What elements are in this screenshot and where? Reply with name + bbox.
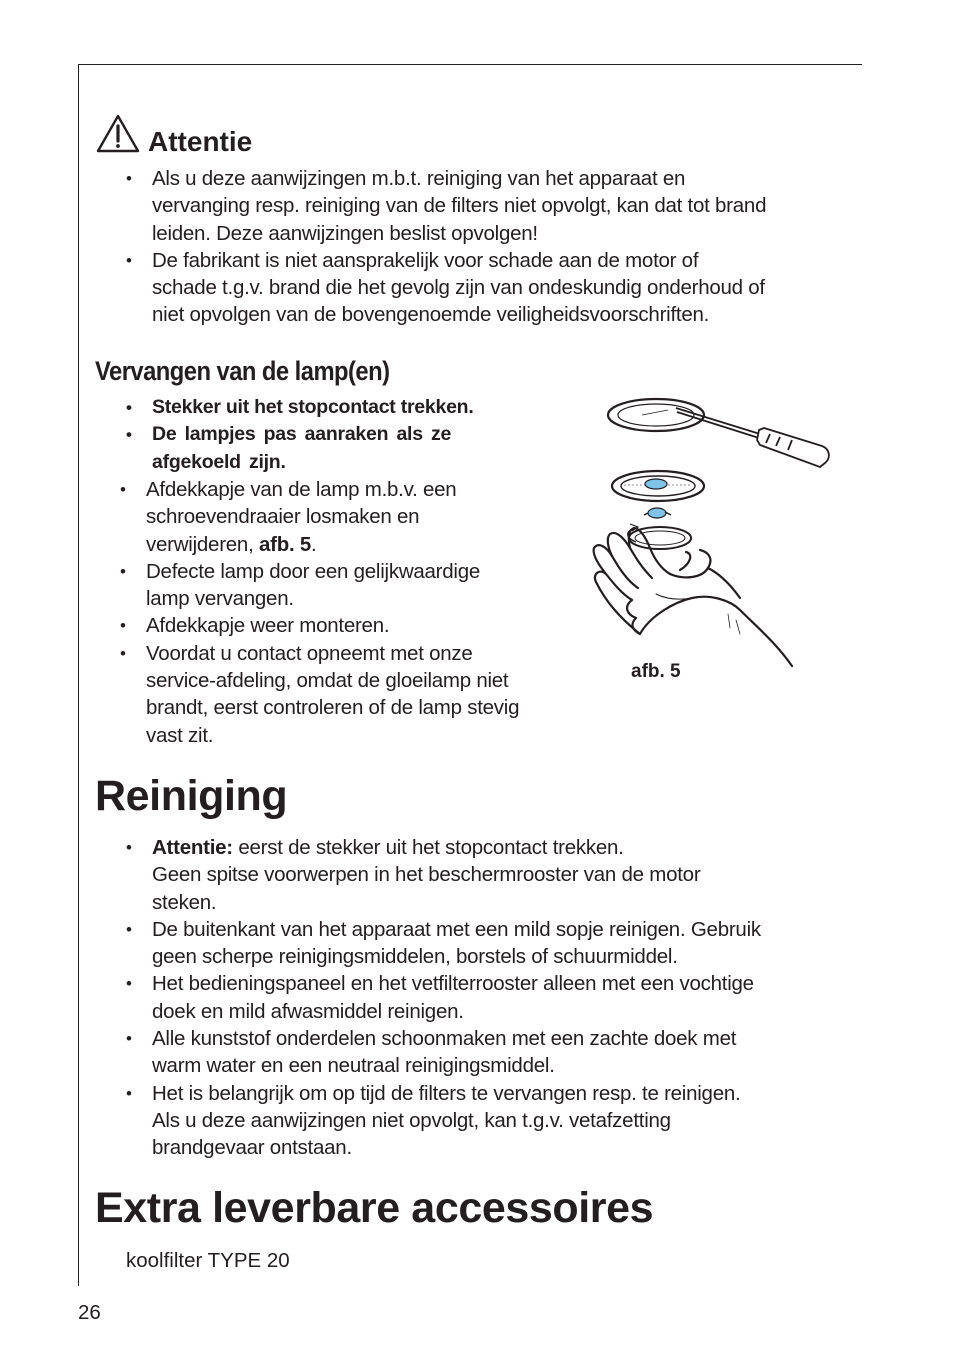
line: • Voordat u contact opneemt met onze — [146, 641, 473, 665]
list-item — [152, 247, 766, 329]
bulb-icon — [644, 508, 671, 518]
line: geen scherpe reinigingsmiddelen, borstels of schuurmiddel. — [152, 945, 678, 969]
accessory-item: koolfilter TYPE 20 — [126, 1249, 290, 1272]
screwdriver-icon — [676, 408, 829, 467]
line: • Het is belangrijk om op tijd de filters te vervangen resp. te reinigen. — [152, 1081, 741, 1105]
line: • Stekker uit het stopcontact trekken. — [152, 396, 474, 418]
line: vast zit. — [146, 723, 214, 747]
line: • Het bedieningspaneel en het vetfilterrooster alleen met een vochtige — [152, 972, 754, 996]
text: verwijderen, — [146, 532, 259, 556]
list-item — [152, 421, 474, 476]
page-frame-left-rule — [78, 64, 79, 1286]
hand-icon — [594, 528, 792, 666]
list-item — [146, 476, 519, 558]
line: Als u deze aanwijzingen niet opvolgt, kan t.g.v. vetafzetting — [152, 1108, 671, 1132]
line: Geen spitse voorwerpen in het beschermrooster van de motor — [152, 863, 701, 887]
line: niet opvolgen van de bovengenoemde veiligheidsvoorschriften. — [152, 303, 710, 327]
line: schroevendraaier losmaken en — [146, 505, 420, 529]
figure-reference: afb. 5 — [258, 532, 312, 556]
line: service-afdeling, omdat de gloeilamp niet — [146, 669, 509, 693]
attention-title: Attentie — [148, 126, 253, 157]
line: • De lampjes pas aanraken als ze — [152, 423, 452, 446]
line: afgekoeld zijn. — [152, 450, 286, 473]
list-item — [152, 394, 474, 421]
line: • Defecte lamp door een gelijkwaardige — [146, 559, 481, 583]
line — [152, 834, 761, 861]
lamp-section-heading: Vervangen van de lamp(en) — [95, 356, 390, 386]
line: schade t.g.v. brand die het gevolg zijn van ondeskundig onderhoud of — [152, 276, 765, 300]
attention-header — [96, 114, 253, 157]
list-item — [146, 558, 519, 613]
line: leiden. Deze aanwijzingen beslist opvolgen! — [152, 221, 538, 245]
line — [146, 531, 519, 558]
line: vervanging resp. reiniging van de filters niet opvolgt, kan dat tot brand — [152, 194, 767, 218]
figure-caption: afb. 5 — [631, 661, 681, 682]
list-item — [152, 834, 761, 916]
line: • Als u deze aanwijzingen m.b.t. reiniging van het apparaat en — [152, 167, 686, 190]
line: doek en mild afwasmiddel reinigen. — [152, 999, 464, 1023]
page-number: 26 — [78, 1301, 101, 1324]
attention-list — [152, 165, 766, 329]
warning-triangle-icon — [96, 114, 140, 154]
line: brandgevaar ontstaan. — [152, 1136, 352, 1160]
line: • Alle kunststof onderdelen schoonmaken met een zachte doek met — [152, 1027, 737, 1051]
line: • Afdekkapje weer monteren. — [146, 614, 390, 638]
line: brandt, eerst controleren of de lamp stevig — [146, 696, 520, 720]
lamp-replacement-figure — [580, 388, 840, 678]
text: eerst de stekker uit het stopcontact trekken. — [232, 836, 624, 859]
lamp-holder-icon — [612, 471, 704, 501]
lamp-steps-list — [146, 476, 519, 749]
list-item — [152, 916, 761, 971]
list-item — [146, 612, 519, 639]
line: • De buitenkant van het apparaat met een mild sopje reinigen. Gebruik — [152, 917, 761, 941]
list-item — [152, 165, 766, 247]
line: • De fabrikant is niet aansprakelijk voor schade aan de motor of — [152, 248, 699, 272]
line: • Afdekkapje van de lamp m.b.v. een — [146, 478, 457, 501]
attention-label: Attentie: — [152, 836, 233, 859]
line: steken. — [152, 890, 217, 914]
lamp-cover-icon — [608, 399, 704, 431]
cleaning-list — [152, 834, 761, 1162]
list-item — [152, 1025, 761, 1080]
list-item — [146, 640, 519, 749]
page-frame-top-rule — [78, 64, 862, 65]
bulb-icon — [645, 479, 667, 489]
line: warm water en een neutraal reinigingsmiddel. — [152, 1054, 555, 1078]
list-item — [152, 1080, 761, 1162]
line: lamp vervangen. — [146, 587, 294, 611]
lamp-bold-list — [152, 394, 474, 476]
accessories-heading: Extra leverbare accessoires — [95, 1184, 654, 1232]
list-item — [152, 970, 761, 1025]
cleaning-heading: Reiniging — [95, 772, 288, 820]
text: . — [311, 532, 317, 556]
